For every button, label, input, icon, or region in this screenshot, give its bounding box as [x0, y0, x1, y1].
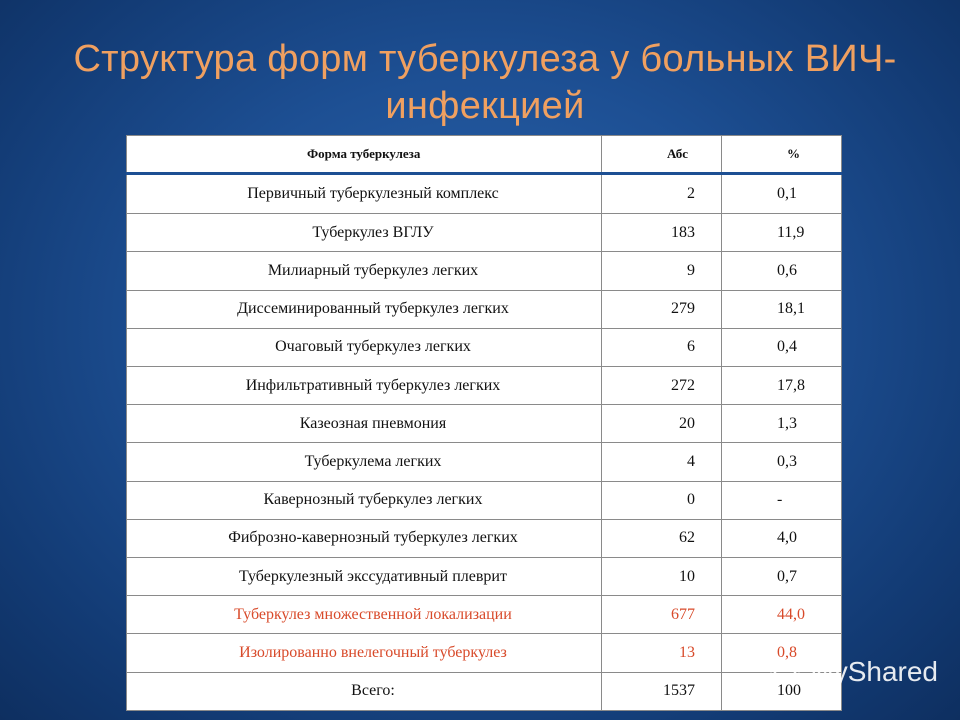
table-row — [127, 443, 842, 481]
cell-abs: 677 — [602, 596, 722, 634]
cell-abs: 20 — [602, 405, 722, 443]
cell-form: Туберкулез множественной локализации — [127, 596, 602, 634]
slide-title: Структура форм туберкулеза у больных ВИЧ-инфекцией — [73, 38, 897, 127]
cell-abs: 6 — [602, 328, 722, 366]
cell-percent: 17,8 — [722, 367, 842, 405]
tb-forms-table — [126, 135, 842, 711]
cell-abs: 9 — [602, 252, 722, 290]
header-abs: Абс — [602, 136, 722, 174]
cell-form: Первичный туберкулезный комплекс — [127, 174, 602, 214]
tb-forms-table-container — [126, 135, 841, 711]
cell-abs: 2 — [602, 174, 722, 214]
cell-form: Туберкулез ВГЛУ — [127, 214, 602, 252]
header-percent: % — [722, 136, 842, 174]
myshared-logo-icon — [768, 655, 802, 689]
cell-total-percent: 100 — [722, 672, 842, 710]
cell-abs: 4 — [602, 443, 722, 481]
cell-form: Диссеминированный туберкулез легких — [127, 290, 602, 328]
cell-form: Фиброзно-кавернозный туберкулез легких — [127, 519, 602, 557]
table-row-highlighted — [127, 634, 842, 672]
cell-percent: 18,1 — [722, 290, 842, 328]
table-row — [127, 174, 842, 214]
cell-abs: 272 — [602, 367, 722, 405]
myshared-logo-text: MyShared — [810, 656, 938, 687]
table-row — [127, 252, 842, 290]
cell-form: Казеозная пневмония — [127, 405, 602, 443]
cell-abs: 279 — [602, 290, 722, 328]
table-row — [127, 328, 842, 366]
header-form: Форма туберкулеза — [127, 136, 602, 174]
table-row — [127, 367, 842, 405]
table-row — [127, 214, 842, 252]
cell-abs: 13 — [602, 634, 722, 672]
cell-percent: 44,0 — [722, 596, 842, 634]
cell-percent: 0,1 — [722, 174, 842, 214]
table-header-row — [127, 136, 842, 174]
myshared-watermark — [768, 655, 938, 689]
cell-percent: 0,3 — [722, 443, 842, 481]
cell-form: Туберкулема легких — [127, 443, 602, 481]
cell-form: Милиарный туберкулез легких — [127, 252, 602, 290]
cell-percent: 4,0 — [722, 519, 842, 557]
cell-percent: 11,9 — [722, 214, 842, 252]
cell-total-abs: 1537 — [602, 672, 722, 710]
table-row — [127, 558, 842, 596]
table-row — [127, 519, 842, 557]
table-row-total — [127, 672, 842, 710]
cell-form: Кавернозный туберкулез легких — [127, 481, 602, 519]
cell-total-label: Всего: — [127, 672, 602, 710]
cell-percent: - — [722, 481, 842, 519]
cell-form: Туберкулезный экссудативный плеврит — [127, 558, 602, 596]
table-row-highlighted — [127, 596, 842, 634]
cell-abs: 0 — [602, 481, 722, 519]
table-row — [127, 481, 842, 519]
cell-percent: 0,7 — [722, 558, 842, 596]
cell-percent: 0,4 — [722, 328, 842, 366]
cell-abs: 10 — [602, 558, 722, 596]
table-row — [127, 405, 842, 443]
cell-abs: 62 — [602, 519, 722, 557]
cell-form: Очаговый туберкулез легких — [127, 328, 602, 366]
cell-percent: 1,3 — [722, 405, 842, 443]
cell-percent: 0,6 — [722, 252, 842, 290]
cell-form: Изолированно внелегочный туберкулез — [127, 634, 602, 672]
table-row — [127, 290, 842, 328]
cell-form: Инфильтративный туберкулез легких — [127, 367, 602, 405]
cell-percent: 0,8 — [722, 634, 842, 672]
cell-abs: 183 — [602, 214, 722, 252]
